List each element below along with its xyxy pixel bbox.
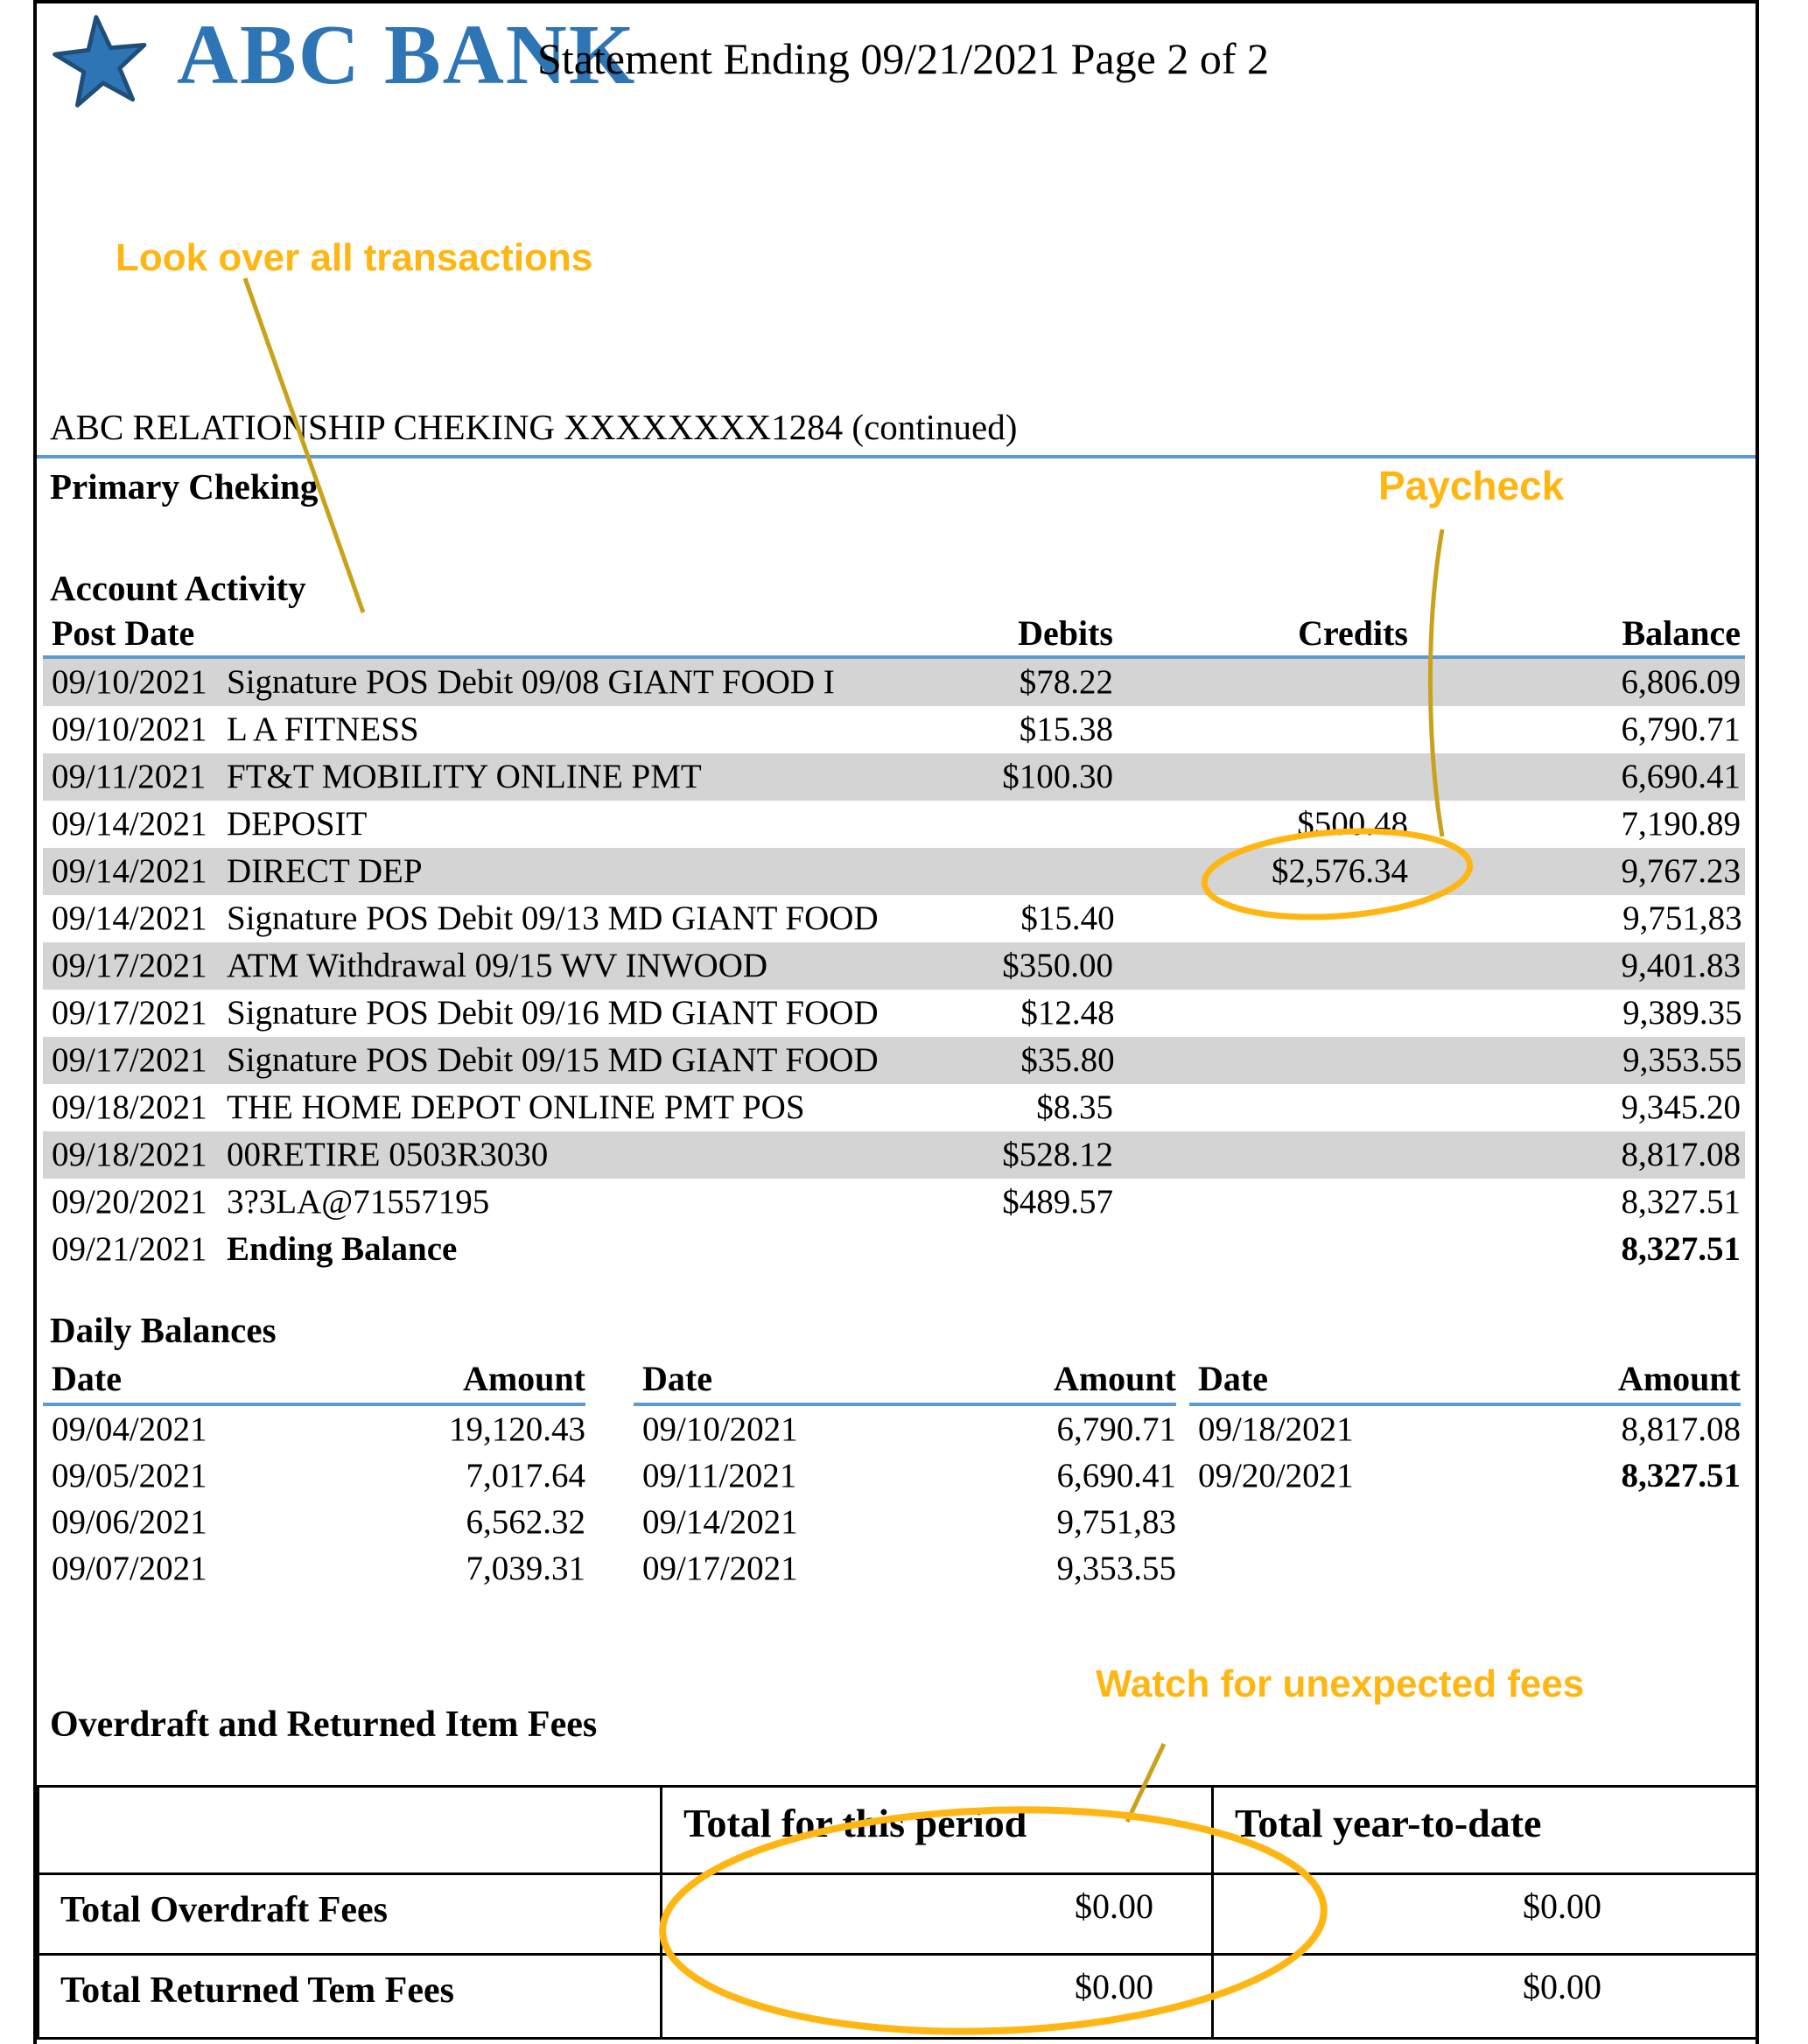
cell-post-date: 09/14/2021 <box>52 852 207 890</box>
cell-description: Signature POS Debit 09/13 MD GIANT FOOD <box>227 900 879 937</box>
fee-row <box>39 1955 1757 2039</box>
cell-description: DIRECT DEP <box>227 852 423 890</box>
cell-balance: 9,345.20 <box>1621 1088 1741 1126</box>
cell-credit: $2,576.34 <box>1272 852 1408 890</box>
daily-balance-header <box>1189 1357 1741 1401</box>
cell-amount: 9,353.55 <box>1056 1550 1176 1587</box>
cell-date: 09/20/2021 <box>1198 1457 1354 1494</box>
daily-balance-groups <box>43 1357 1755 1592</box>
cell-date: 09/10/2021 <box>642 1410 798 1448</box>
cell-balance: 8,327.51 <box>1621 1183 1741 1221</box>
bank-star-logo-icon <box>49 10 152 110</box>
cell-balance: 9,401.83 <box>1621 947 1741 984</box>
table-row <box>43 801 1745 848</box>
table-row <box>43 942 1745 990</box>
cell-date: 09/18/2021 <box>1198 1410 1354 1448</box>
annotation-watch-fees: Watch for unexpected fees <box>1096 1662 1585 1705</box>
column-date: Date <box>1198 1359 1268 1398</box>
cell-credit <box>1115 895 1410 942</box>
fees-table <box>37 1785 1758 2040</box>
cell-balance: 8,817.08 <box>1621 1136 1741 1173</box>
cell-post-date: 09/20/2021 <box>52 1183 207 1221</box>
column-post-date: Post Date <box>52 613 195 653</box>
cell-debit: $489.57 <box>1002 1183 1113 1221</box>
annotation-paycheck: Paycheck <box>1378 463 1565 508</box>
cell-amount: 19,120.43 <box>449 1410 585 1448</box>
cell-description: 3?3LA@71557195 <box>227 1183 490 1221</box>
column-amount: Amount <box>1617 1359 1741 1398</box>
cell-debit: $100.30 <box>1002 758 1113 795</box>
daily-balance-rows <box>634 1406 1176 1592</box>
cell-amount: 9,751,83 <box>1056 1503 1176 1541</box>
daily-balance-header <box>43 1357 585 1401</box>
column-amount: Amount <box>1053 1359 1176 1398</box>
cell-date: 09/11/2021 <box>642 1457 797 1494</box>
cell-credit <box>1113 706 1408 753</box>
daily-balance-row <box>634 1499 1176 1545</box>
daily-balance-header <box>634 1357 1176 1401</box>
cell-post-date: 09/18/2021 <box>52 1136 207 1173</box>
column-date: Date <box>52 1359 122 1398</box>
daily-balance-group <box>634 1357 1176 1592</box>
cell-credit <box>1113 753 1408 801</box>
fees-header-ytd: Total year-to-date <box>1213 1787 1757 1874</box>
cell-amount: 8,817.08 <box>1621 1410 1741 1448</box>
cell-debit: $78.22 <box>1019 663 1113 701</box>
cell-amount: 6,690.41 <box>1056 1457 1176 1494</box>
cell-credit <box>1113 1084 1408 1131</box>
fee-row <box>39 1874 1757 1955</box>
cell-description: Signature POS Debit 09/16 MD GIANT FOOD <box>227 994 879 1032</box>
daily-balance-row <box>634 1545 1176 1592</box>
account-subheading: Primary Cheking <box>50 466 319 507</box>
cell-balance: 6,806.09 <box>1621 663 1741 701</box>
cell-balance: 6,690.41 <box>1621 758 1741 795</box>
cell-date: 09/14/2021 <box>642 1503 798 1541</box>
cell-balance: 9,353.55 <box>1622 1041 1742 1079</box>
cell-amount: 8,327.51 <box>1621 1457 1741 1494</box>
cell-credit <box>1115 990 1410 1037</box>
cell-description: FT&T MOBILITY ONLINE PMT <box>227 758 702 795</box>
daily-balance-row <box>43 1499 585 1545</box>
daily-balance-group <box>1189 1357 1741 1592</box>
cell-debit <box>877 801 1113 848</box>
cell-credit <box>1113 1226 1408 1273</box>
cell-balance: 9,389.35 <box>1622 994 1742 1032</box>
cell-description: Ending Balance <box>227 1230 458 1268</box>
cell-description: Signature POS Debit 09/15 MD GIANT FOOD <box>227 1041 879 1079</box>
cell-balance: 7,190.89 <box>1621 805 1741 843</box>
cell-balance: 8,327.51 <box>1621 1230 1741 1268</box>
cell-debit <box>877 848 1113 895</box>
cell-amount: 7,039.31 <box>466 1550 585 1587</box>
cell-balance: 9,767.23 <box>1621 852 1741 890</box>
fees-title: Overdraft and Returned Item Fees <box>50 1704 598 1745</box>
daily-balance-rows <box>1189 1406 1741 1499</box>
cell-date: 09/05/2021 <box>52 1457 207 1494</box>
daily-balance-row <box>43 1545 585 1592</box>
cell-fee-ytd: $0.00 <box>1213 1874 1757 1955</box>
cell-description: 00RETIRE 0503R3030 <box>227 1136 549 1173</box>
cell-post-date: 09/17/2021 <box>52 994 207 1032</box>
cell-post-date: 09/10/2021 <box>52 710 207 748</box>
cell-debit: $15.38 <box>1019 710 1113 748</box>
table-row <box>43 990 1745 1037</box>
annotation-look-over-transactions: Look over all transactions <box>116 236 593 279</box>
cell-description: L A FITNESS <box>227 710 419 748</box>
cell-amount: 7,017.64 <box>466 1457 585 1494</box>
daily-balances-title: Daily Balances <box>50 1310 277 1350</box>
cell-credit <box>1113 1131 1408 1179</box>
cell-date: 09/17/2021 <box>642 1550 798 1587</box>
cell-date: 09/07/2021 <box>52 1550 207 1587</box>
table-row <box>43 1037 1745 1084</box>
daily-balance-rows <box>43 1406 585 1592</box>
daily-balance-row <box>1189 1452 1741 1499</box>
cell-credit: $500.48 <box>1297 805 1408 843</box>
table-row <box>43 1084 1745 1131</box>
cell-debit: $528.12 <box>1002 1136 1113 1173</box>
cell-fee-label: Total Returned Tem Fees <box>39 1955 662 2039</box>
cell-fee-period: $0.00 <box>662 1874 1213 1955</box>
cell-balance: 9,751,83 <box>1622 900 1742 937</box>
account-heading-rule <box>37 455 1755 458</box>
cell-post-date: 09/11/2021 <box>52 758 207 795</box>
fees-header-row <box>39 1787 1757 1874</box>
cell-post-date: 09/14/2021 <box>52 900 207 937</box>
table-row <box>43 659 1745 706</box>
daily-balance-row <box>634 1406 1176 1452</box>
bank-name: ABC BANK <box>177 8 637 102</box>
table-row <box>43 1179 1745 1226</box>
daily-balance-group <box>43 1357 585 1592</box>
activity-rows <box>37 659 1755 1273</box>
cell-debit <box>877 1226 1113 1273</box>
activity-title: Account Activity <box>50 568 306 608</box>
column-amount: Amount <box>462 1359 585 1398</box>
cell-credit <box>1115 1037 1410 1084</box>
cell-credit <box>1113 659 1408 706</box>
table-row <box>43 848 1745 895</box>
column-balance: Balance <box>1622 613 1741 653</box>
cell-amount: 6,562.32 <box>466 1503 585 1541</box>
page-border-frame <box>33 0 1759 2044</box>
fees-header-empty-cell <box>39 1787 662 1874</box>
activity-header-row <box>43 612 1745 655</box>
cell-post-date: 09/21/2021 <box>52 1230 207 1268</box>
table-row <box>43 1131 1745 1179</box>
cell-debit: $8.35 <box>1036 1088 1113 1126</box>
cell-post-date: 09/14/2021 <box>52 805 207 843</box>
statement-title: Statement Ending 09/21/2021 Page 2 of 2 <box>537 34 1270 83</box>
cell-post-date: 09/18/2021 <box>52 1088 207 1126</box>
cell-description: ATM Withdrawal 09/15 WV INWOOD <box>227 947 768 984</box>
column-debits: Debits <box>1018 613 1113 653</box>
fees-header-period: Total for this period <box>662 1787 1213 1874</box>
column-credits: Credits <box>1298 613 1408 653</box>
cell-fee-period: $0.00 <box>662 1955 1213 2039</box>
cell-debit: $15.40 <box>1020 900 1115 937</box>
table-row <box>43 1226 1745 1273</box>
table-row <box>43 706 1745 753</box>
daily-balances-section <box>37 1308 1755 1592</box>
account-heading: ABC RELATIONSHIP CHEKING XXXXXXXX1284 (continued) <box>50 407 1018 447</box>
table-row <box>43 895 1745 942</box>
daily-balance-row <box>43 1406 585 1452</box>
cell-fee-ytd: $0.00 <box>1213 1955 1757 2039</box>
cell-post-date: 09/17/2021 <box>52 1041 207 1079</box>
daily-balance-row <box>1189 1406 1741 1452</box>
cell-description: DEPOSIT <box>227 805 368 843</box>
cell-description: THE HOME DEPOT ONLINE PMT POS <box>227 1088 805 1126</box>
cell-post-date: 09/17/2021 <box>52 947 207 984</box>
daily-balance-row <box>43 1452 585 1499</box>
cell-credit <box>1113 1179 1408 1226</box>
column-date: Date <box>642 1359 712 1398</box>
cell-balance: 6,790.71 <box>1621 710 1741 748</box>
cell-debit: $350.00 <box>1002 947 1113 984</box>
cell-debit: $35.80 <box>1020 1041 1115 1079</box>
cell-description: Signature POS Debit 09/08 GIANT FOOD I <box>227 663 835 701</box>
table-row <box>43 753 1745 801</box>
cell-date: 09/06/2021 <box>52 1503 207 1541</box>
cell-credit <box>1113 942 1408 990</box>
cell-debit: $12.48 <box>1020 994 1115 1032</box>
cell-date: 09/04/2021 <box>52 1410 207 1448</box>
cell-post-date: 09/10/2021 <box>52 663 207 701</box>
daily-balance-row <box>634 1452 1176 1499</box>
account-activity-section <box>37 566 1755 1273</box>
cell-fee-label: Total Overdraft Fees <box>39 1874 662 1955</box>
cell-amount: 6,790.71 <box>1056 1410 1176 1448</box>
